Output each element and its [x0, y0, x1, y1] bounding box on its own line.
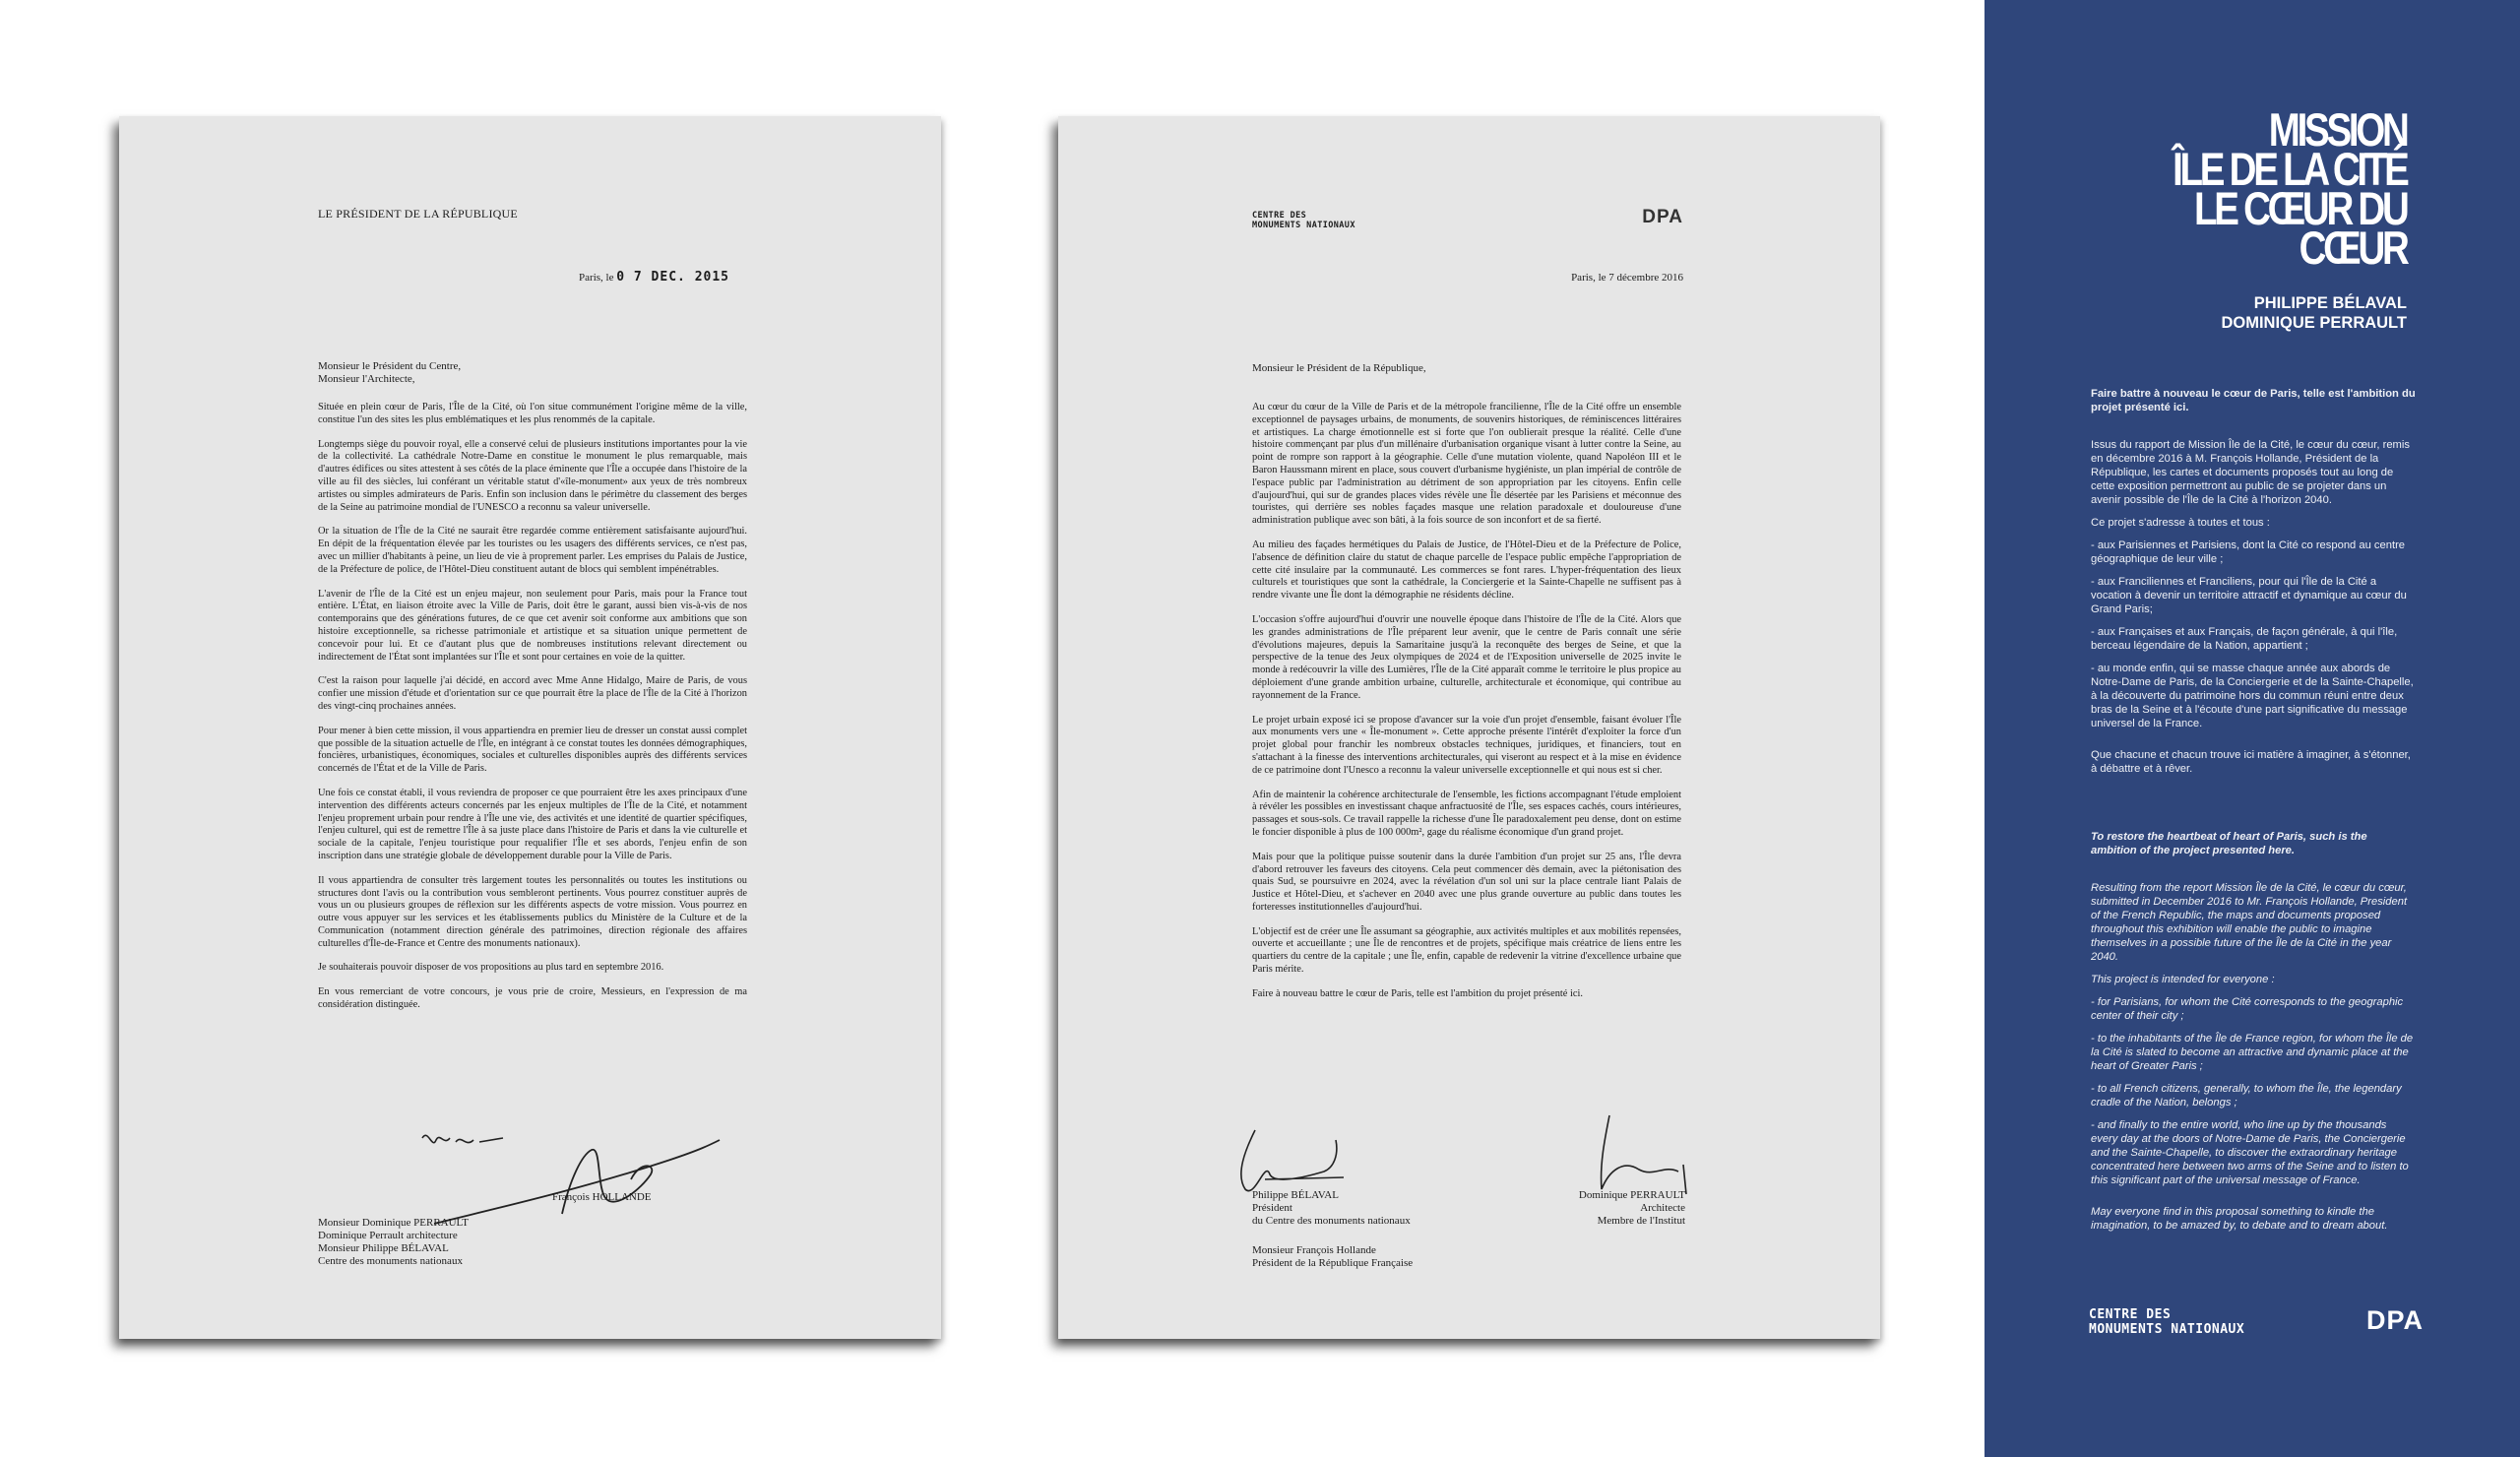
date-prefix: Paris, le: [579, 272, 614, 284]
salutation-line: Monsieur le Président du Centre,: [318, 360, 462, 372]
signature-hollande: [414, 1120, 739, 1229]
title-line: LE CŒUR DU: [2194, 182, 2407, 234]
dpa-logo: DPA: [2365, 1305, 2424, 1335]
signer-line: du Centre des monuments nationaux: [1252, 1215, 1411, 1227]
panel-paragraph: - and finally to the entire world, who line up by the thousands every day at the doors of Notre-Dame de Paris, the Conciergerie and the Sainte-Chapelle, to discover the extraordinary heritage concentrated here between two arms of the Seine and to listen to this significant part of the universal message of France.: [2091, 1119, 2409, 1186]
letter-date: Paris, le 7 décembre 2016: [1571, 272, 1683, 284]
recipient-line: Monsieur François Hollande: [1252, 1244, 1376, 1256]
title-line: CŒUR: [2300, 222, 2407, 274]
letter-response: [1058, 116, 1880, 1339]
recipient-line: Président de la République Française: [1252, 1257, 1414, 1269]
salutation: Monsieur le Président de la République,: [1252, 362, 1426, 374]
paragraph: Je souhaiterais pouvoir disposer de vos propositions au plus tard en septembre 2016.: [318, 962, 664, 974]
letter-body: [1252, 402, 1681, 1013]
letter-body: [318, 402, 747, 1024]
panel-authors: [2221, 293, 2407, 333]
panel-paragraph: May everyone find in this proposal something to kindle the imagination, to be amazed by, to debate and to dream about.: [2091, 1206, 2388, 1232]
paragraph: L'avenir de l'Île de la Cité est un enjeu majeur, non seulement pour Paris, mais pour la France tout entière. L'État, en liaison étroite avec la Ville de Paris, doit être le garant, aussi bien vis-à-vis de nos contemporains que des générations futures, de ce que cet avenir soit conforme aux ambitions que son histoire exceptionnelle, sa richesse patrimoniale et artistique et sa situation unique permettent de concevoir pour lui. Et ce d'autant plus que de nombreuses institutions relevant directement ou indirectement de l'État sont implantées sur l'Île et sont pour certaines en voie de la quitter.: [318, 588, 747, 663]
panel-paragraph: - for Parisians, for whom the Cité corresponds to the geographic center of their city ;: [2091, 996, 2404, 1022]
panel-lead: To restore the heartbeat of heart of Paris, such is the ambition of the project presented here.: [2091, 831, 2367, 856]
panel-paragraph: - aux Françaises et aux Français, de façon générale, à qui l'île, berceau légendaire de la Nation, appartient ;: [2091, 626, 2398, 652]
title-line: MISSION: [2269, 103, 2407, 156]
cmn-logo: [1252, 211, 1355, 230]
letter-date: [579, 270, 729, 285]
panel-title: [2173, 103, 2407, 274]
recipient-line: Centre des monuments nationaux: [318, 1255, 463, 1267]
panel-paragraph: Issus du rapport de Mission Île de la Cité, le cœur du cœur, remis en décembre 2016 à M. François Hollande, Président de la République, les cartes et documents proposés tout au long de cette exposition permettront au public de se projeter dans un avenir possible de l'Île de la Cité à l'horizon 2040.: [2091, 439, 2410, 506]
panel-paragraph: - to the inhabitants of the Île de France region, for whom the Île de la Cité is slated to become an attractive and dynamic place at the heart of Greater Paris ;: [2091, 1033, 2414, 1072]
paragraph: Au cœur du cœur de la Ville de Paris et de la métropole francilienne, l'Île de la Cité offre un ensemble exceptionnel de paysages urbains, de monuments, de souvenirs historiques, de réminiscences littéraires et artistiques. La charge émotionnelle est si forte que l'on oublierait presque la réalité. Celle d'une histoire commençant par plus d'un millénaire d'urbanisation organique visant à lutter contre la Seine, au point de rompre son rapport à la géographie. Celle d'une mutation violente, quand Napoléon III et le Baron Haussmann mirent en place, sous couvert d'urbanisme hygiéniste, un plan impérial de contrôle de l'espace public par l'administration au détriment de son appropriation par les citoyens. Enfin celle d'aujourd'hui, qui sur de grandes places vides révèle une Île désertée par les Parisiens et méconnue des touristes, qui derrière ses nobles façades masque une relation paradoxale et douloureuse d'une administration publique avec son bâti, à la fois source de son inconfort et de sa fierté.: [1252, 402, 1681, 527]
panel-paragraph: Resulting from the report Mission Île de la Cité, le cœur du cœur, submitted in December 2016 to Mr. François Hollande, President of the French Republic, the maps and documents proposed throughout this exhibition will enable the public to imagine themselves in a possible future of the Île de la Cité in the year 2040.: [2091, 882, 2408, 963]
letter-header: LE PRÉSIDENT DE LA RÉPUBLIQUE: [318, 207, 518, 221]
panel-text-en: [2091, 830, 2416, 1241]
signer-right: [1579, 1189, 1685, 1228]
paragraph: Pour mener à bien cette mission, il vous appartiendra en premier lieu de dresser un constat aussi complet que possible de la situation actuelle de l'Île, en intégrant à ce constat toutes les données démographiques, foncières, urbanistiques, économiques, sociales et culturelles disponibles auprès des différents services concernés de l'État et de la Ville de Paris.: [318, 725, 747, 775]
exhibition-panel: [1984, 0, 2520, 1457]
cmn-logo-line: MONUMENTS NATIONAUX: [1252, 221, 1355, 230]
letter-president: [119, 116, 941, 1339]
author-name: PHILIPPE BÉLAVAL: [2253, 294, 2407, 312]
panel-paragraph: - aux Parisiennes et Parisiens, dont la Cité co respond au centre géographique de leur ville ;: [2091, 539, 2406, 565]
paragraph: En vous remerciant de votre concours, je vous prie de croire, Messieurs, en l'expression de ma considération distinguée.: [318, 986, 747, 1011]
paragraph: C'est la raison pour laquelle j'ai décidé, en accord avec Mme Anne Hidalgo, Maire de Paris, de vous confier une mission d'étude et d'orientation sur ce que pourrait être la place de l'Île de la Cité à l'horizon des vingt-cinq prochaines années.: [318, 675, 747, 712]
dpa-logo: DPA: [1642, 207, 1683, 227]
recipient-line: Monsieur Dominique PERRAULT: [318, 1217, 469, 1229]
panel-paragraph: Ce projet s'adresse à toutes et tous :: [2091, 517, 2270, 529]
date-stamp: 0 7 DEC. 2015: [616, 270, 729, 285]
cmn-logo-line: CENTRE DES: [1252, 211, 1307, 221]
signer-left: [1252, 1189, 1411, 1228]
panel-paragraph: - to all French citizens, generally, to whom the Île, the legendary cradle of the Nation, belongs ;: [2091, 1083, 2402, 1109]
panel-logos: [2089, 1307, 2424, 1347]
panel-lead: Faire battre à nouveau le cœur de Paris, telle est l'ambition du projet présenté ici.: [2091, 388, 2416, 413]
panel-paragraph: This project is intended for everyone :: [2091, 974, 2275, 985]
recipients: [1252, 1244, 1413, 1270]
paragraph: Longtemps siège du pouvoir royal, elle a conservé celui de plusieurs institutions importantes pour la vie de la collectivité. La cathédrale Notre-Dame en constitue le monument le plus remarquable, mais d'autres édifices ou sites attestent à ses côtés de la place éminente que l'Île a occupée dans l'histoire de la ville au fil des siècles, lui conférant un véritable statut d'«île-monument» aux yeux de très nombreux artistes ou simples admirateurs de Paris. Enfin son inclusion dans le périmètre du classement des berges de la Seine au patrimoine mondial de l'UNESCO a reconnu sa valeur universelle.: [318, 438, 747, 513]
author-name: DOMINIQUE PERRAULT: [2221, 314, 2407, 332]
paragraph: Faire à nouveau battre le cœur de Paris, telle est l'ambition du projet présenté ici.: [1252, 987, 1583, 999]
cmn-logo-line: CENTRE DES: [2089, 1307, 2172, 1322]
recipients: [318, 1217, 469, 1268]
recipient-line: Dominique Perrault architecture: [318, 1230, 458, 1241]
salutation: [318, 360, 461, 386]
signer-line: Membre de l'Institut: [1597, 1215, 1685, 1227]
paragraph: Au milieu des façades hermétiques du Palais de Justice, de l'Hôtel-Dieu et de la Préfecture de Police, l'absence de définition claire du statut de chaque parcelle de l'espace public empêche l'appropriation de cette cité insulaire par la communauté. Les commerces se font rares. L'hyper-fréquentation des lieux culturels et touristiques que sont la cathédrale, la Conciergerie et la Sainte-Chapelle ne suffisent pas à rendre vivante une Île dont la démographie ne résidents décline.: [1252, 538, 1681, 602]
signer-line: Architecte: [1640, 1202, 1685, 1214]
paragraph: Située en plein cœur de Paris, l'Île de la Cité, où l'on situe communément l'origine même de la ville, constitue l'un des sites les plus emblématiques et les plus renommés de la capitale.: [318, 402, 747, 425]
cmn-logo: [2089, 1307, 2244, 1337]
paragraph: Il vous appartiendra de consulter très largement toutes les personnalités ou toutes les institutions ou structures dont l'avis ou la contribution vous sembleront pertinents. Vous pourrez constituer auprès de vous un ou plusieurs groupes de réflexion sur les différents aspects de votre mission. Vous pourrez en outre vous appuyer sur les services et les établissements publics du Ministère de la Culture et de la Communication (notamment direction générale des patrimoines, direction régionale des affaires culturelles d'Île-de-France et Centre des monuments nationaux).: [318, 874, 747, 949]
panel-paragraph: - au monde enfin, qui se masse chaque année aux abords de Notre-Dame de Paris, de la Conciergerie et de la Sainte-Chapelle, à la découverte du patrimoine hors du commun réuni entre deux bras de la Seine et à l'écoute d'une part significative du message universel de la France.: [2091, 663, 2414, 729]
title-line: ÎLE DE LA CITÉ: [2173, 143, 2407, 195]
signer-line: Dominique PERRAULT: [1578, 1189, 1685, 1201]
signer-line: Président: [1252, 1202, 1292, 1214]
paragraph: L'objectif est de créer une Île assumant sa géographie, aux activités multiples et aux mobilités repensées, ouverte et accueillante ; une Île de rencontres et de projets, spécifique mais créatrice de liens entre les quartiers du centre de la capitale ; une Île, enfin, capable de redevenir la vitrine d'excellence urbaine que Paris mérite.: [1252, 925, 1681, 976]
paragraph: Mais pour que la politique puisse soutenir dans la durée l'ambition d'un projet sur 25 ans, l'Île devra d'abord retrouver les faveurs des citoyens. Cela peut commencer dès demain, avec la piétonisation des quais Sud, se poursuivre en 2024, avec la révélation d'un sol uni sur la place centrale liant Palais de Justice et Hôtel-Dieu, et s'achever en 2040 avec une plus grande ouverture au public dans toutes les forteresses institutionnelles d'aujourd'hui.: [1252, 851, 1681, 913]
paragraph: Le projet urbain exposé ici se propose d'avancer sur la voie d'un projet d'ensemble, faisant évoluer l'Île aux monuments vers une « Île-monument ». Cette approche présente l'intérêt d'exploiter la force d'un projet global pour franchir les nombreux obstacles techniques, juridiques, et financiers, tout en s'attachant à la finesse des interventions architecturales, qui viseront au respect et à la mise en évidence de ce patrimoine dont l'Unesco a reconnu la valeur universelle exceptionnelle et qui nous est si cher.: [1252, 714, 1681, 776]
paragraph: Une fois ce constat établi, il vous reviendra de proposer ce que pourraient être les axes principaux d'une intervention des différents acteurs concernés par les enjeux multiples de l'Île de la Cité, et notamment l'enjeu proprement urbain pour rendre à l'Île une vie, des activités et une identité de quartier spécifiques, l'enjeu culturel, qui est de remettre l'Île à sa juste place dans l'histoire de Paris et dans la vie culturelle et sociale de la capitale, l'enjeu touristique pour requalifier l'Île et ses abords, l'enjeu enfin de son inscription dans une stratégie globale de développement durable pour la Ville de Paris.: [318, 787, 747, 861]
paragraph: Or la situation de l'Île de la Cité ne saurait être regardée comme entièrement satisfaisante aujourd'hui. En dépit de la fréquentation élevée par les touristes ou les usagers des différents services, ce n'est pas, avec un millier d'habitants à peine, un lieu de vie à proprement parler. Les emprises du Palais de Justice, de la Préfecture de police, de l'Hôtel-Dieu constituent autant de blocs qui semblent impénétrables.: [318, 526, 747, 575]
panel-text-fr: [2091, 387, 2416, 785]
recipient-line: Monsieur Philippe BÉLAVAL: [318, 1242, 449, 1254]
salutation-line: Monsieur l'Architecte,: [318, 373, 415, 385]
paragraph: Afin de maintenir la cohérence architecturale de l'ensemble, les fictions accompagnant l'étude emploient à révéler les possibles en investissant chaque anfractuosité de l'Île, ses espaces cachés, cours intérieures, passages et sous-sols. Ce travail rappelle la richesse d'une Île paradoxalement peu dense, dont on estime le foncier disponible à plus de 100 000m², gage du réalisme économique d'un grand projet.: [1252, 789, 1681, 838]
panel-paragraph: - aux Franciliennes et Franciliens, pour qui l'Île de la Cité a vocation à devenir un territoire attractif et dynamique au cœur du Grand Paris;: [2091, 576, 2407, 615]
signer-line: Philippe BÉLAVAL: [1252, 1189, 1339, 1201]
cmn-logo-line: MONUMENTS NATIONAUX: [2089, 1322, 2245, 1337]
panel-paragraph: Que chacune et chacun trouve ici matière à imaginer, à s'étonner, à débattre et à rêver.: [2091, 749, 2411, 775]
paragraph: L'occasion s'offre aujourd'hui d'ouvrir une nouvelle époque dans l'histoire de l'Île de la Cité. Alors que les grandes administrations de l'Île préparent leur avenir, que le centre de Paris connaît une série d'évolutions majeures, depuis la Samaritaine jusqu'à la reconquête des berges de Seine, et que la perspective de la tenue des Jeux olympiques de 2024 et de l'Exposition universelle de 2025 invite le monde à redécouvrir la ville des Lumières, l'Île de la Cité apparaît comme le territoire le plus propice au déploiement d'une grande ambition urbaine, culturelle, architecturale et économique, qui contribue au rayonnement de la France.: [1252, 613, 1681, 701]
signer-name: François HOLLANDE: [552, 1191, 652, 1203]
